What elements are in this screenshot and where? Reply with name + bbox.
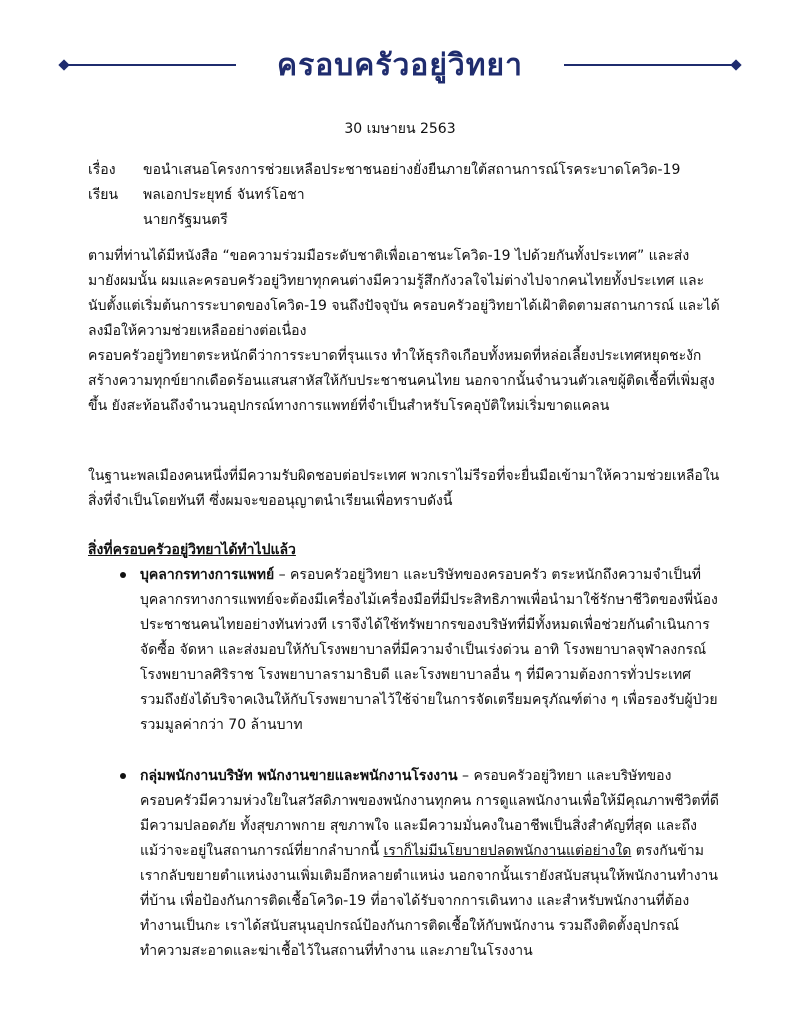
list-item-text: – ครอบครัวอยู่วิทยา และบริษัทของครอบครัว ตระหนักถึงความจำเป็นที่บุคลากรทางการแพทย์จะต้องมีเครื่องไม้เครื่องมือที่มีประสิทธิภาพเพื่อนำมาใช้รักษาชีวิตของพี่น้องประชาชนคนไทยอย่างทันท่วงที เราจึงได้ใช้ทรัพยากรของบริษัทที่มีทั้งหมดเพื่อช่วยกันดำเนินการจัดซื้อ จัดหา และส่งมอบให้กับโรงพยาบาลที่มีความจำเป็นเร่งด่วน อาทิ โรงพยาบาลจุฬาลงกรณ์ โรงพยาบาลศิริราช โรงพยาบาลรามาธิบดี และโรงพยาบาลอื่น ๆ ที่มีความต้องการทั่วประเทศ รวมถึงยังได้บริจาคเงินให้กับโรงพยาบาลไว้ใช้จ่ายในการจัดเตรียมครุภัณฑ์ต่าง ๆ เพื่อรองรับผู้ป่วย รวมมูลค่ากว่า 70 ล้านบาท	[140, 567, 718, 733]
letterhead-ornament-right	[730, 59, 741, 70]
list-item-title: บุคลากรทางการแพทย์	[140, 567, 275, 583]
letter-meta	[88, 158, 728, 233]
letterhead-rule-left	[60, 64, 236, 66]
list-item-text: – ครอบครัวอยู่วิทยา และบริษัทของครอบครัวมีความห่วงใยในสวัสดิภาพของพนักงานทุกคน การดูแลพนักงานเพื่อให้มีคุณภาพชีวิตที่ดี มีความปลอดภัย ทั้งสุขภาพกาย สุขภาพใจ และมีความมั่นคงในอาชีพเป็นสิ่งสำคัญที่สุด และถึงแม้ว่าจะอยู่ในสถานการณ์ที่ยากลำบากนี้	[140, 768, 719, 859]
list-item-emphasis: เราก็ไม่มีนโยบายปลดพนักงานแต่อย่างใด	[383, 843, 632, 859]
letterhead	[60, 40, 740, 90]
recipient-name: พลเอกประยุทธ์ จันทร์โอชา	[143, 187, 305, 203]
letterhead-rule-right	[564, 64, 740, 66]
subject-text: ขอนำเสนอโครงการช่วยเหลือประชาชนอย่างยั่งยืนภายใต้สถานการณ์โรคระบาดโควิด-19	[143, 162, 681, 178]
list-item-employees	[118, 764, 720, 964]
bullet-icon	[120, 773, 126, 779]
list-item-title: กลุ่มพนักงานบริษัท พนักงานขายและพนักงานโรงงาน	[140, 768, 458, 784]
bullet-icon	[120, 572, 126, 578]
paragraph-3: ในฐานะพลเมืองคนหนึ่งที่มีความรับผิดชอบต่อประเทศ พวกเราไม่รีรอที่จะยื่นมือเข้ามาให้ความช่วยเหลือในสิ่งที่จำเป็นโดยทันที ซึ่งผมจะขออนุญาตนำเรียนเพื่อทราบดังนี้	[88, 468, 720, 509]
list-item-medical-staff	[118, 563, 720, 738]
recipient-label: เรียน	[88, 187, 119, 203]
subject-label: เรื่อง	[88, 162, 116, 178]
paragraph-1: ตามที่ท่านได้มีหนังสือ “ขอความร่วมมือระดับชาติเพื่อเอาชนะโควิด-19 ไปด้วยกันทั้งประเทศ” และส่งมายังผมนั้น ผมและครอบครัวอยู่วิทยาทุกคนต่างมีความรู้สึกกังวลใจไม่ต่างไปจากคนไทยทั้งประเทศ และนับตั้งแต่เริ่มต้นการระบาดของโควิด-19 จนถึงปัจจุบัน ครอบครัวอยู่วิทยาได้เฝ้าติดตามสถานการณ์ และได้ ลงมือให้ความช่วยเหลืออย่างต่อเนื่อง	[88, 248, 720, 339]
action-list	[118, 563, 720, 964]
letter-date: 30 เมษายน 2563	[344, 121, 456, 137]
recipient-row	[88, 183, 728, 208]
section-heading: สิ่งที่ครอบครัวอยู่วิทยาได้ทำไปแล้ว	[88, 542, 296, 558]
letterhead-title: ครอบครัวอยู่วิทยา	[277, 48, 523, 83]
paragraph-2: ครอบครัวอยู่วิทยาตระหนักดีว่าการระบาดที่รุนแรง ทำให้ธุรกิจเกือบทั้งหมดที่หล่อเลี้ยงประเทศหยุดชะงัก สร้างความทุกข์ยากเดือดร้อนแสนสาหัสให้กับประชาชนคนไทย นอกจากนั้นจำนวนตัวเลขผู้ติดเชื้อที่เพิ่มสูงขึ้น ยังสะท้อนถึงจำนวนอุปกรณ์ทางการแพทย์ที่จำเป็นสำหรับโรคอุบัติใหม่เริ่มขาดแคลน	[88, 348, 715, 414]
subject-row	[88, 158, 728, 183]
recipient-position: นายกรัฐมนตรี	[143, 212, 228, 228]
list-item-text-continued: ตรงกันข้ามเรากลับขยายตำแหน่งงานเพิ่มเติมอีกหลายตำแหน่ง นอกจากนั้นเรายังสนับสนุนให้พนักงานทำงาน ที่บ้าน เพื่อป้องกันการติดเชื้อโควิด-19 ที่อาจได้รับจากการเดินทาง และสำหรับพนักงานที่ต้องทำงานเป็นกะ เราได้สนับสนุนอุปกรณ์ป้องกันการติดเชื้อให้กับพนักงาน รวมถึงติดตั้งอุปกรณ์ทำความสะอาดและฆ่าเชื้อไว้ในสถานที่ทำงาน และภายในโรงงาน	[140, 843, 718, 959]
